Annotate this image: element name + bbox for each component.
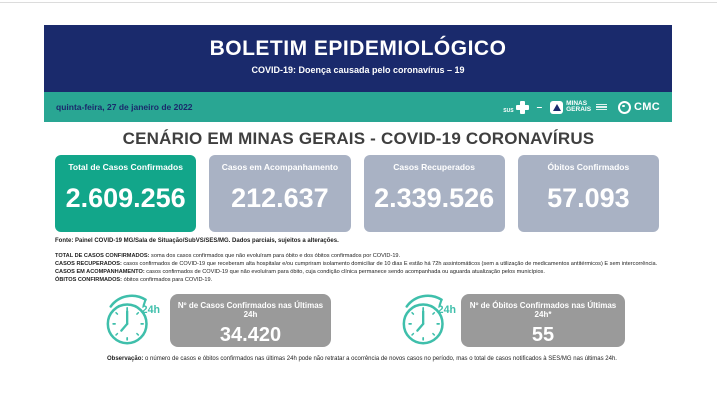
card-casos-24h [170,294,331,347]
card-24h-label: Nº de Óbitos Confirmados nas Últimas 24h* [469,301,617,319]
bulletin-title: BOLETIM EPIDEMIOLÓGICO [209,37,507,60]
observation-note: Observação: o número de casos e óbitos confirmados nas últimas 24h pode não retratar a ocorrência de novos casos no período, mas o total de casos notificados à SES/MG nas últimas 24h. [107,356,617,362]
definition-recuperados: CASOS RECUPERADOS: casos confirmados de COVID-19 que receberam alta hospitalar e/ou cumpriram isolamento domiciliar de 10 dias E estão há 72h assintomáticos (sem a utilização de medicamentos antitérmicos) E sem intercorrência. [55,261,658,267]
stat-label: Óbitos Confirmados [547,162,630,172]
stat-value: 57.093 [547,183,630,213]
card-24h-value: 55 [531,324,555,346]
scenario-title: CENÁRIO EM MINAS GERAIS - COVID-19 CORONAVÍRUS [122,129,595,148]
stat-value: 212.637 [231,183,329,213]
sus-cross-icon [516,101,529,114]
minas-gerais-logo-text [566,101,591,114]
definitions-block [55,252,665,284]
definition-obitos: ÓBITOS CONFIRMADOS: óbitos confirmados para COVID-19. [55,277,213,283]
clock-24h-label: 24h [141,304,160,317]
stat-label: Total de Casos Confirmados [68,162,183,172]
minas-gerais-triangle-icon [550,101,563,114]
logo-separator: – [536,101,543,113]
minas-gerais-logo [550,101,607,114]
header-banner [44,25,672,92]
bulletin-subtitle: COVID-19: Doença causada pelo coronavírus – 19 [251,65,465,75]
card-obitos-24h [461,294,625,347]
stat-card-recuperados [364,155,505,232]
stat-card-obitos [518,155,659,232]
stat-card-acompanhamento [209,155,350,232]
definition-total-confirmados: TOTAL DE CASOS CONFIRMADOS: soma dos casos confirmados que não evoluíram para óbito e dos óbitos confirmados por COVID-19. [55,253,401,259]
clock-24h-icon [101,291,163,349]
source-note: Fonte: Painel COVID-19 MG/Sala de Situação/SubVS/SES/MG. Dados parciais, sujeitos a alterações. [55,238,339,244]
sus-logo [503,101,528,114]
stat-value: 2.609.256 [65,183,186,213]
cmc-ring-icon [618,101,631,114]
minas-gerais-line1: MINAS [566,99,588,107]
stat-value: 2.339.526 [374,183,495,213]
bulletin-date: quinta-feira, 27 de janeiro de 2022 [56,102,193,112]
card-24h-label: Nº de Casos Confirmados nas Últimas 24h [177,301,324,319]
stat-label: Casos Recuperados [393,162,475,172]
cmc-logo [618,101,660,114]
cmc-logo-text: CMC [634,101,660,113]
card-24h-value: 34.420 [219,324,282,346]
stat-card-total-confirmados [55,155,196,232]
minas-gerais-tagline-lines [596,104,607,111]
definition-acompanhamento: CASOS EM ACOMPANHAMENTO: casos confirmados de COVID-19 que não evoluíram para óbito, cuja condição clínica permanece sendo acompanhada ou aguarda atualização pelos municípios. [55,269,545,275]
stat-label: Casos em Acompanhamento [221,162,339,172]
clock-24h-label: 24h [437,304,456,317]
logo-group [503,101,660,114]
sus-logo-text: SUS [503,107,514,114]
stats-row [55,155,659,232]
date-band [44,92,672,122]
clock-24h-icon [397,291,459,349]
minas-gerais-line2: GERAIS [566,106,592,113]
top-divider [0,2,717,3]
